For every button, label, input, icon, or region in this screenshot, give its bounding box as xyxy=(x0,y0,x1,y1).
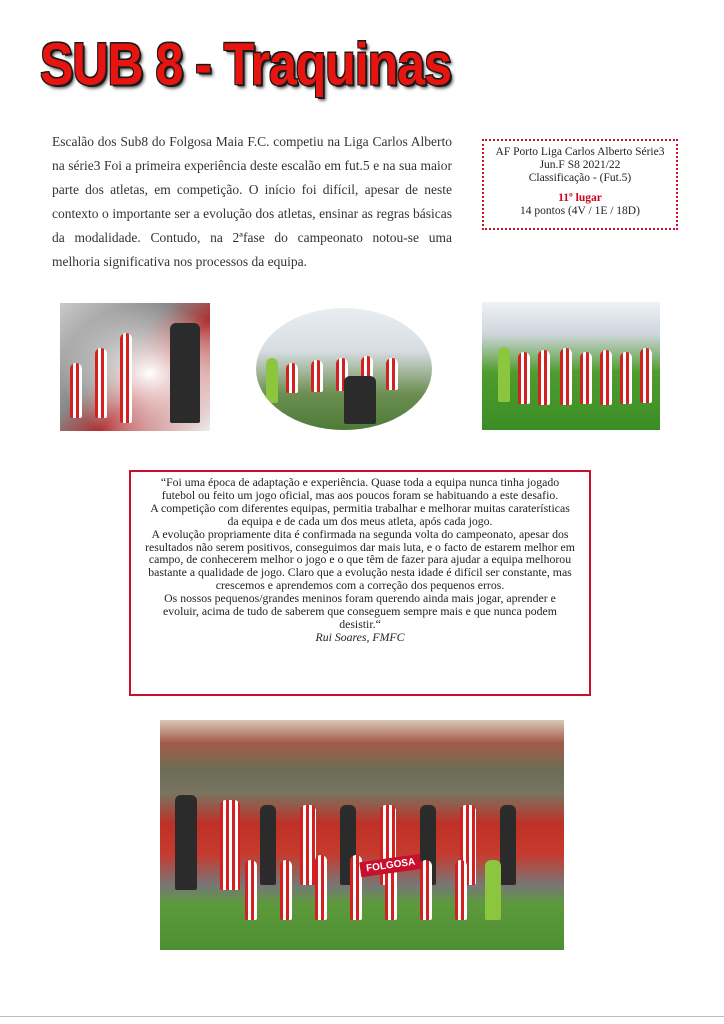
standing-classification: Classificação - (Fut.5) xyxy=(528,172,632,184)
standing-place: 11º lugar xyxy=(558,192,602,204)
standing-box xyxy=(482,139,678,230)
intro-paragraph: Escalão dos Sub8 do Folgosa Maia F.C. competiu na Liga Carlos Alberto na série3 Foi a primeira experiência deste escalão em fut.5 e na sua maior parte dos atletas, em competição. O início foi difícil, apesar de neste contexto o importante ser a evolução dos atletas, ensinar as regras básicas da modalidade. Contudo, na 2ªfase do campeonato notou-se uma melhoria significativa nos processos da equipa. xyxy=(52,134,452,269)
photo-team-bench xyxy=(256,308,432,430)
photo-team-group xyxy=(160,720,564,950)
quote-paragraph: “Foi uma época de adaptação e experiência. Quase toda a equipa nunca tinha jogado futebol ou feito um jogo oficial, mas aos poucos foram se habituando a este desafio. xyxy=(160,475,560,502)
standing-points: 14 pontos (4V / 1E / 18D) xyxy=(520,205,640,217)
quote-paragraph: A competição com diferentes equipas, permitia trabalhar e melhorar muitas caraterísticas da equipa e de cada um dos meus atleta, após cada jogo. xyxy=(150,500,570,528)
quote-paragraph: A evolução propriamente dita é confirmada na segunda volta do campeonato, apesar dos resultados não serem positivos, conseguimos dar mais luta, e o facto de estarem melhor em campo, de conhecerem melhor o jogo e o que têm de fazer para ajudar a equipa melhorou bastante a qualidade de jogo. Claro que a evolução nesta idade é difícil ser constante, mas crescemos e aprendemos com a correção dos pequenos erros. xyxy=(145,526,575,593)
photo-team-selfie xyxy=(60,303,210,431)
coach-quote-box xyxy=(129,470,591,696)
quote-paragraph: Os nossos pequenos/grandes meninos foram querendo ainda mais jogar, aprender e evoluir, acima de tudo de saberem que conseguem sempre mais e que nunca podem desistir.“ xyxy=(163,591,557,631)
page-title: SUB 8 - Traquinas xyxy=(40,31,451,98)
standing-season: Jun.F S8 2021/22 xyxy=(539,159,621,171)
footer-line xyxy=(0,1016,724,1017)
quote-author: Rui Soares, FMFC xyxy=(315,629,405,644)
photo-team-field xyxy=(482,302,660,430)
standing-league: AF Porto Liga Carlos Alberto Série3 xyxy=(495,146,665,158)
team-banner: FOLGOSA xyxy=(359,854,422,877)
